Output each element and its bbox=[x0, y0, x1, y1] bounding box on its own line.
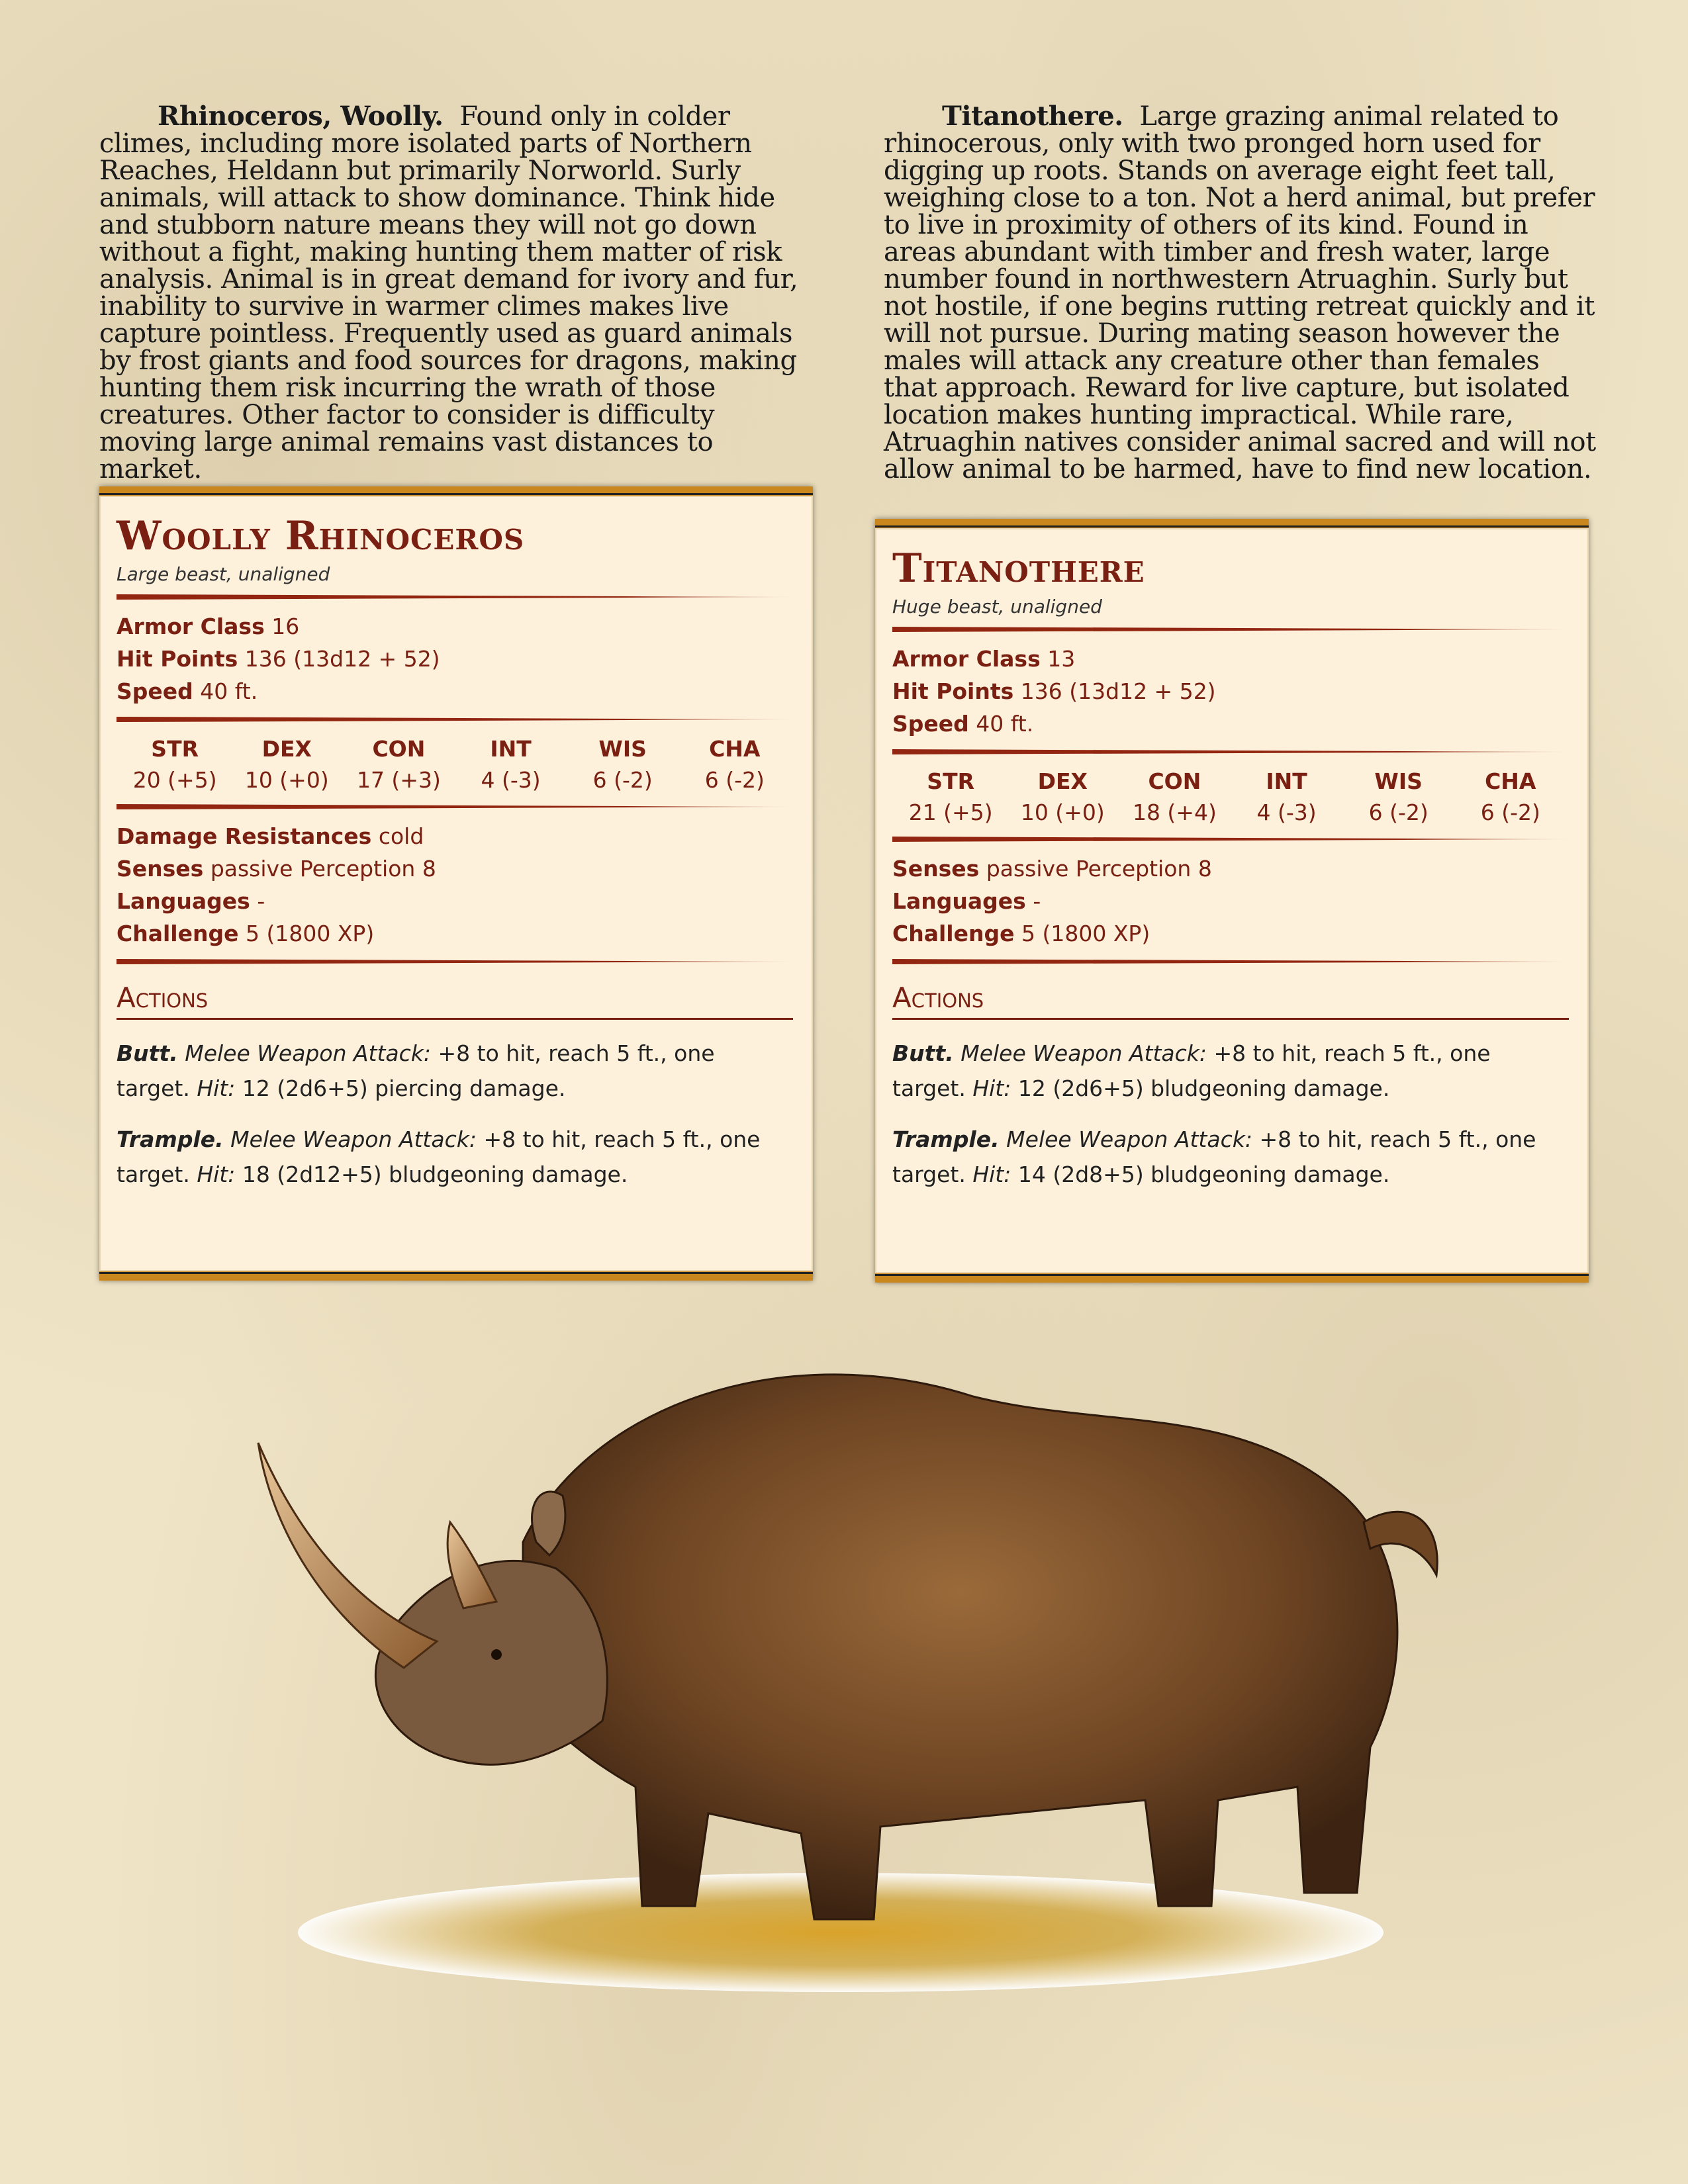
woolly-rhinoceros-illustration bbox=[245, 1324, 1483, 2019]
armor-class: Armor Class 13 bbox=[892, 646, 1076, 672]
ability-int: INT 4 (-3) bbox=[481, 736, 541, 793]
lore-text: Large grazing animal related to rhinocerous, only with two pronged horn used for digging up roots. Stands on average eight feet tall, weighing close to a ton. Not a herd animal, but prefer to live in proximity of others of its kind. Found in areas abundant with timber and fresh water, large number found in northwestern Atruaghin. Surly but not hostile, if one begins rutting retreat quickly and it will not pursue. During mating season however the males will attack any creature other than females that approach. Reward for live capture, but isolated location makes hunting impractical. While rare, Atruaghin natives consider animal sacred and will not allow animal to be harmed, have to find new location. bbox=[884, 101, 1596, 484]
lore-titanothere bbox=[884, 103, 1599, 483]
creature-type: Large beast, unaligned bbox=[117, 563, 330, 585]
damage-resistances: Damage Resistances cold bbox=[117, 823, 424, 849]
creature-type: Huge beast, unaligned bbox=[892, 596, 1102, 617]
ability-wis: WIS 6 (-2) bbox=[592, 736, 653, 793]
statblock-woolly-rhinoceros bbox=[99, 486, 813, 1281]
rhino-eye bbox=[491, 1649, 502, 1660]
divider bbox=[117, 959, 793, 964]
senses: Senses passive Perception 8 bbox=[117, 856, 436, 882]
divider bbox=[117, 717, 793, 722]
action-butt: Butt. Melee Weapon Attack: +8 to hit, reach 5 ft., one target. Hit: 12 (2d6+5) piercing damage. bbox=[117, 1040, 715, 1101]
actions-header: Actions bbox=[117, 981, 793, 1020]
action-butt: Butt. Melee Weapon Attack: +8 to hit, reach 5 ft., one target. Hit: 12 (2d6+5) bludgeoning damage. bbox=[892, 1040, 1491, 1101]
ability-dex: DEX 10 (+0) bbox=[244, 736, 329, 793]
challenge: Challenge 5 (1800 XP) bbox=[892, 921, 1150, 946]
ability-dex: DEX 10 (+0) bbox=[1020, 768, 1105, 825]
creature-name: Woolly Rhinoceros bbox=[117, 513, 525, 559]
languages: Languages - bbox=[117, 888, 265, 914]
ability-int: INT 4 (-3) bbox=[1256, 768, 1317, 825]
hit-points: Hit Points 136 (13d12 + 52) bbox=[892, 678, 1216, 704]
hit-points: Hit Points 136 (13d12 + 52) bbox=[117, 646, 440, 672]
speed: Speed 40 ft. bbox=[892, 711, 1034, 737]
challenge: Challenge 5 (1800 XP) bbox=[117, 921, 375, 946]
speed: Speed 40 ft. bbox=[117, 678, 258, 704]
divider bbox=[117, 804, 793, 809]
ability-con: CON 18 (+4) bbox=[1132, 768, 1217, 825]
actions-header: Actions bbox=[892, 981, 1569, 1020]
ability-cha: CHA 6 (-2) bbox=[1480, 768, 1540, 825]
armor-class: Armor Class 16 bbox=[117, 614, 300, 639]
ability-wis: WIS 6 (-2) bbox=[1368, 768, 1429, 825]
ability-scores bbox=[117, 733, 793, 795]
statblock-titanothere bbox=[875, 519, 1589, 1283]
divider bbox=[892, 959, 1569, 964]
senses: Senses passive Perception 8 bbox=[892, 856, 1212, 882]
languages: Languages - bbox=[892, 888, 1041, 914]
action-trample: Trample. Melee Weapon Attack: +8 to hit, reach 5 ft., one target. Hit: 14 (2d8+5) bludgeoning damage. bbox=[892, 1126, 1536, 1187]
ability-cha: CHA 6 (-2) bbox=[704, 736, 765, 793]
ability-scores bbox=[892, 765, 1569, 827]
creature-name: Titanothere bbox=[892, 545, 1145, 592]
lore-text: Found only in colder climes, including more isolated parts of Northern Reaches, Heldann but primarily Norworld. Surly animals, will attack to show dominance. Think hide and stubborn nature means they will not go down without a fight, making hunting them matter of risk analysis. Animal is in great demand for ivory and fur, inability to survive in warmer climes makes live capture pointless. Frequently used as guard animals by frost giants and food sources for dragons, making hunting them risk incurring the wrath of those creatures. Other factor to consider is difficulty moving large animal remains vast distances to market. bbox=[99, 101, 798, 484]
lore-title: Rhinoceros, Woolly. bbox=[158, 101, 444, 132]
ability-con: CON 17 (+3) bbox=[356, 736, 441, 793]
rhino-body bbox=[523, 1375, 1397, 1919]
divider bbox=[892, 627, 1569, 632]
ability-str: STR 20 (+5) bbox=[132, 736, 217, 793]
divider bbox=[892, 837, 1569, 842]
lore-woolly-rhinoceros bbox=[99, 103, 814, 483]
action-trample: Trample. Melee Weapon Attack: +8 to hit, reach 5 ft., one target. Hit: 18 (2d12+5) bludgeoning damage. bbox=[117, 1126, 761, 1187]
lore-title: Titanothere. bbox=[942, 101, 1123, 132]
divider bbox=[892, 749, 1569, 754]
divider bbox=[117, 594, 793, 600]
ability-str: STR 21 (+5) bbox=[908, 768, 993, 825]
horn-front bbox=[258, 1443, 437, 1668]
